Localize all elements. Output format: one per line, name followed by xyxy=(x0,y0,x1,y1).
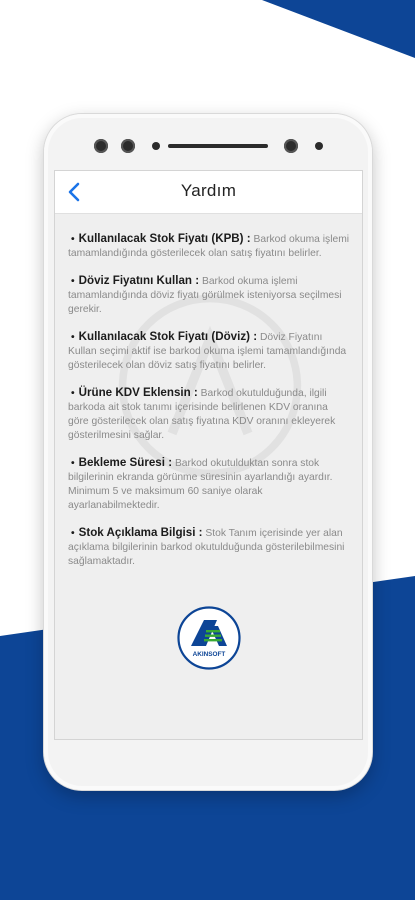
help-content xyxy=(55,214,362,569)
help-item-label: Stok Açıklama Bilgisi : xyxy=(78,526,203,539)
help-item xyxy=(68,456,350,513)
logo-text: AKINSOFT xyxy=(192,651,226,658)
bullet: • xyxy=(71,388,75,399)
phone-frame xyxy=(44,114,372,790)
help-item xyxy=(68,526,350,569)
speaker-grill-icon xyxy=(168,144,268,148)
help-item-label: Bekleme Süresi : xyxy=(78,456,173,469)
help-item-text: Barkod okutulduktan sonra stok bilgilerinin ekranda görünme süresinin ayarlandığı ayardır. Minimum 5 ve maksimum 60 saniye olarak ayarlanabilmektedir. xyxy=(68,458,333,511)
help-item-label: Döviz Fiyatını Kullan : xyxy=(78,274,200,287)
sensor-dot-icon xyxy=(315,142,323,150)
bullet: • xyxy=(71,234,75,245)
bullet: • xyxy=(71,276,75,287)
help-item-text: Döviz Fiyatını Kullan seçimi aktif ise barkod okuma işlemi tamamlandığında gösterilecek olan döviz satış fiyatını belirler. xyxy=(68,332,347,371)
page-title: Yardım xyxy=(180,181,237,200)
bullet: • xyxy=(71,528,75,539)
front-camera-icon xyxy=(94,139,108,153)
help-item-text: Barkod okutulduğunda, ilgili barkoda ait stok tanımı içerisinde belirlenen KDV oranına göre gösterilecek olan satış fiyatına KDV oranını ekleyerek gösterilmesini sağlar. xyxy=(68,388,336,441)
help-item xyxy=(68,274,350,317)
phone-top-sensors xyxy=(44,136,372,156)
sensor-dot-icon xyxy=(152,142,160,150)
app-header xyxy=(55,171,362,214)
help-item-label: Kullanılacak Stok Fiyatı (KPB) : xyxy=(78,232,251,245)
help-item xyxy=(68,386,350,443)
front-camera-icon xyxy=(284,139,298,153)
bullet: • xyxy=(71,458,75,469)
app-screen xyxy=(54,170,363,740)
help-item-text: Stok Tanım içerisinde yer alan açıklama bilgilerinin barkod okutulduğunda gösterilebilmesini sağlamaktadır. xyxy=(68,528,345,567)
help-item-label: Kullanılacak Stok Fiyatı (Döviz) : xyxy=(78,330,258,343)
akinsoft-logo-icon xyxy=(177,606,241,670)
help-item-label: Ürüne KDV Eklensin : xyxy=(78,386,198,399)
help-item-text: Barkod okuma işlemi tamamlandığında döviz fiyatı görülmek isteniyorsa seçilmesi gerekir. xyxy=(68,276,342,315)
help-item-text: Barkod okuma işlemi tamamlandığında gösterilecek olan satış fiyatını belirler. xyxy=(68,234,350,259)
help-item xyxy=(68,330,350,373)
help-item xyxy=(68,232,350,261)
bullet: • xyxy=(71,332,75,343)
sensor-icon xyxy=(121,139,135,153)
